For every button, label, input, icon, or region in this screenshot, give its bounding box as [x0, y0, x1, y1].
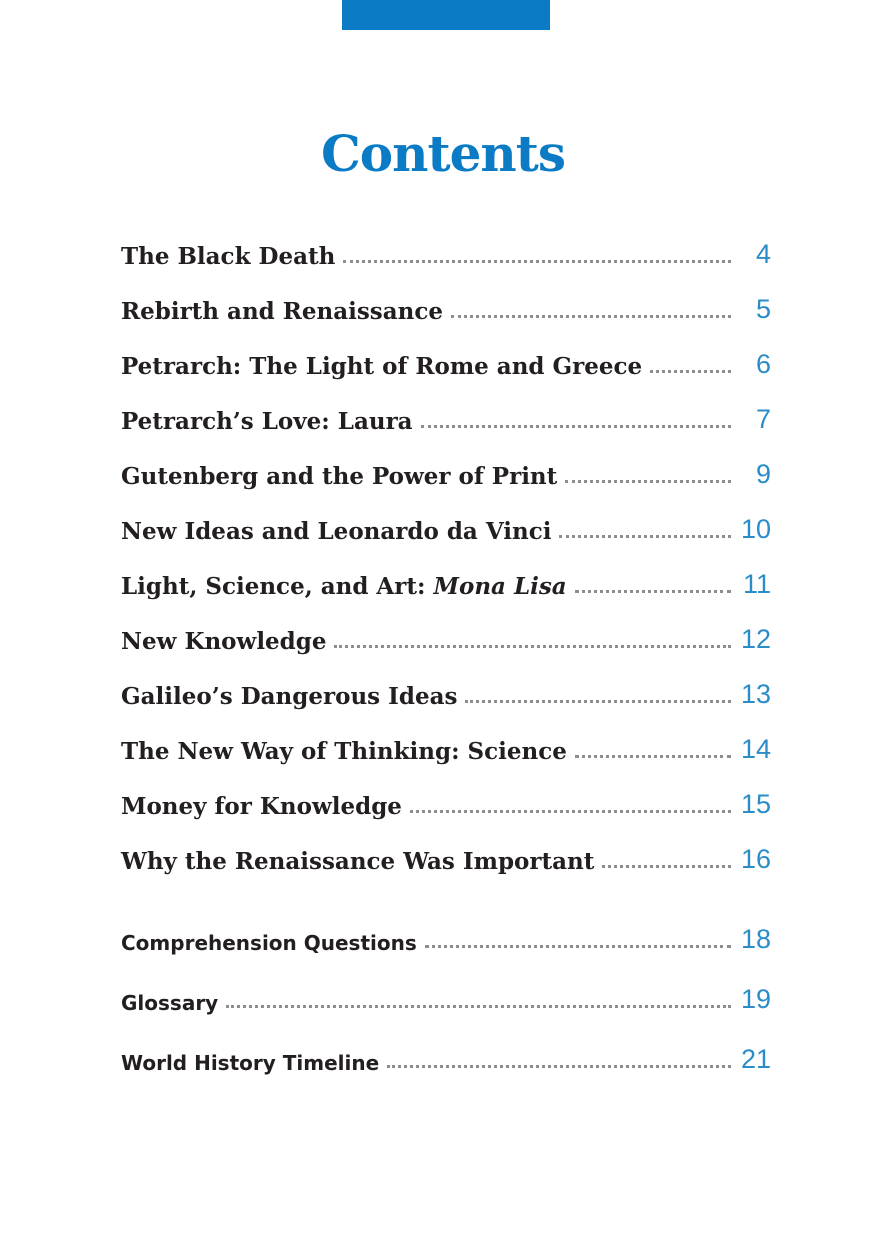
page-title: Contents — [320, 124, 565, 183]
toc-entry[interactable] — [121, 835, 771, 875]
toc-entry-page: 11 — [742, 569, 771, 599]
toc-entry-page: 10 — [740, 514, 771, 544]
toc-entry[interactable] — [121, 340, 771, 380]
toc-entry-page: 9 — [755, 459, 771, 489]
toc-entry-page: 5 — [755, 294, 771, 324]
toc-entry-page: 19 — [740, 984, 771, 1014]
toc-entry-page: 13 — [740, 679, 771, 709]
dot-leader — [451, 315, 731, 318]
dot-leader — [410, 810, 731, 813]
toc-entry-page: 7 — [755, 404, 771, 434]
toc-entry-title: Money for Knowledge — [121, 793, 402, 820]
toc-entry-title — [121, 573, 567, 600]
dot-leader — [343, 260, 731, 263]
toc-entry-page: 15 — [740, 789, 771, 819]
toc-entry-page: 6 — [755, 349, 771, 379]
toc-entry[interactable] — [121, 975, 771, 1015]
toc-entry-title: The New Way of Thinking: Science — [121, 738, 567, 765]
dot-leader — [425, 945, 731, 948]
toc-entry-title: The Black Death — [121, 243, 336, 270]
toc-entry-title: Petrarch’s Love: Laura — [121, 408, 413, 435]
top-accent-bar — [342, 0, 550, 30]
toc-entry-page: 18 — [740, 924, 771, 954]
toc-entry[interactable] — [121, 285, 771, 325]
toc-entry[interactable] — [121, 450, 771, 490]
toc-entry[interactable] — [121, 780, 771, 820]
toc-entry-page: 16 — [740, 844, 771, 874]
toc-entry-title: Gutenberg and the Power of Print — [121, 463, 558, 490]
toc-entry-title: New Knowledge — [121, 628, 327, 655]
dot-leader — [387, 1065, 731, 1068]
toc-entry[interactable] — [121, 395, 771, 435]
dot-leader — [334, 645, 731, 648]
toc-entry-title: New Ideas and Leonardo da Vinci — [121, 518, 552, 545]
toc-entry-page: 14 — [740, 734, 771, 764]
toc-entry-title: Petrarch: The Light of Rome and Greece — [121, 353, 643, 380]
dot-leader — [575, 590, 731, 593]
dot-leader — [575, 755, 731, 758]
toc-entry-page: 21 — [740, 1044, 771, 1074]
toc-entry-title-roman: Light, Science, and Art: — [121, 573, 434, 600]
toc-entry[interactable] — [121, 915, 771, 955]
toc-entry-title: Glossary — [121, 991, 219, 1015]
toc-entry[interactable] — [121, 505, 771, 545]
toc-entry[interactable] — [121, 615, 771, 655]
toc-entry[interactable] — [121, 670, 771, 710]
toc-entry-title: Comprehension Questions — [121, 931, 417, 955]
toc-entry[interactable] — [121, 1035, 771, 1075]
toc-entry-title: Rebirth and Renaissance — [121, 298, 444, 325]
dot-leader — [421, 425, 731, 428]
toc-entry[interactable] — [121, 230, 771, 270]
dot-leader — [602, 865, 731, 868]
toc-entry-page: 4 — [755, 239, 771, 269]
toc-entry[interactable] — [121, 560, 771, 600]
dot-leader — [650, 370, 731, 373]
toc-entry[interactable] — [121, 725, 771, 765]
dot-leader — [226, 1005, 731, 1008]
dot-leader — [565, 480, 731, 483]
toc-entry-title: Why the Renaissance Was Important — [121, 848, 595, 875]
toc-entry-page: 12 — [740, 624, 771, 654]
toc-entry-title: World History Timeline — [121, 1051, 380, 1075]
toc-entry-title: Galileo’s Dangerous Ideas — [121, 683, 458, 710]
toc-entry-title-italic: Mona Lisa — [433, 573, 567, 600]
dot-leader — [465, 700, 731, 703]
dot-leader — [559, 535, 731, 538]
